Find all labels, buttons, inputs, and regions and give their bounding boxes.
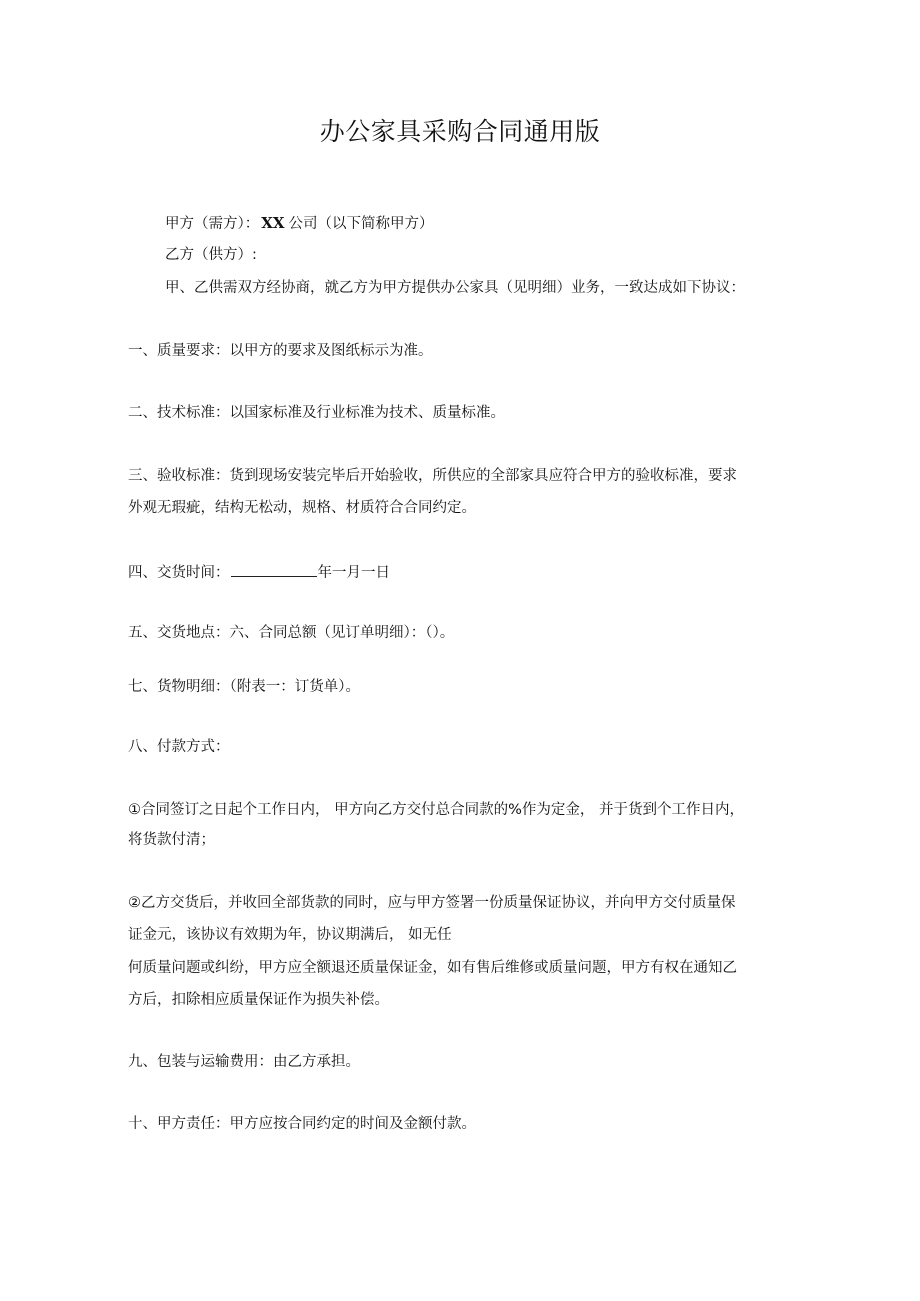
clause-delivery-time	[128, 561, 390, 583]
clause-quality: 一、质量要求：以甲方的要求及图纸标示为准。	[128, 343, 433, 359]
payment-item-1-line2: 将货款付清；	[128, 832, 215, 848]
clause-acceptance-line1: 三、验收标准：货到现场安装完毕后开始验收，所供应的全部家具应符合甲方的验收标准，要求	[128, 468, 737, 484]
clause-delivery-place: 五、交货地点：六、合同总额（见订单明细）：（）。	[128, 625, 455, 641]
party-a-company-bold: XX	[261, 214, 285, 232]
party-a-line	[165, 213, 434, 234]
party-a-label: 甲方（需方）：	[165, 216, 260, 232]
clause-technical: 二、技术标准：以国家标准及行业标准为技术、质量标准。	[128, 405, 505, 421]
delivery-time-label: 四、交货时间：	[128, 565, 230, 581]
delivery-time-suffix: 年一月一日	[317, 565, 390, 581]
clause-payment: 八、付款方式：	[128, 739, 230, 755]
payment-item-1-line1: ①合同签订之日起个工作日内， 甲方向乙方交付总合同款的%作为定金， 并于货到个工作日内，	[128, 802, 744, 818]
clause-acceptance-line2: 外观无瑕疵，结构无松动，规格、材质符合合同约定。	[128, 500, 476, 516]
intro-paragraph: 甲、乙供需双方经协商，就乙方为甲方提供办公家具（见明细）业务，一致达成如下协议：	[165, 280, 745, 296]
clause-goods-detail: 七、货物明细：（附表一：订货单）。	[128, 679, 360, 695]
party-b-line: 乙方（供方）:	[165, 247, 257, 263]
payment-item-2-line4: 方后，扣除相应质量保证作为损失补偿。	[128, 992, 389, 1008]
payment-item-2-line3: 何质量问题或纠纷，甲方应全额退还质量保证金，如有售后维修或质量问题，甲方有权在通知乙	[128, 960, 737, 976]
document-title: 办公家具采购合同通用版	[319, 117, 601, 146]
delivery-time-blank	[231, 561, 317, 577]
payment-item-2-line1: ②乙方交货后，并收回全部货款的同时，应与甲方签署一份质量保证协议，并向甲方交付质量保	[128, 895, 736, 911]
payment-item-2-line2: 证金元，该协议有效期为年，协议期满后， 如无任	[128, 927, 452, 943]
clause-packaging: 九、包装与运输费用：由乙方承担。	[128, 1054, 360, 1070]
party-a-company-rest: 公司（以下简称甲方）	[288, 216, 434, 232]
clause-party-a-duty: 十、甲方责任：甲方应按合同约定的时间及金额付款。	[128, 1116, 476, 1132]
